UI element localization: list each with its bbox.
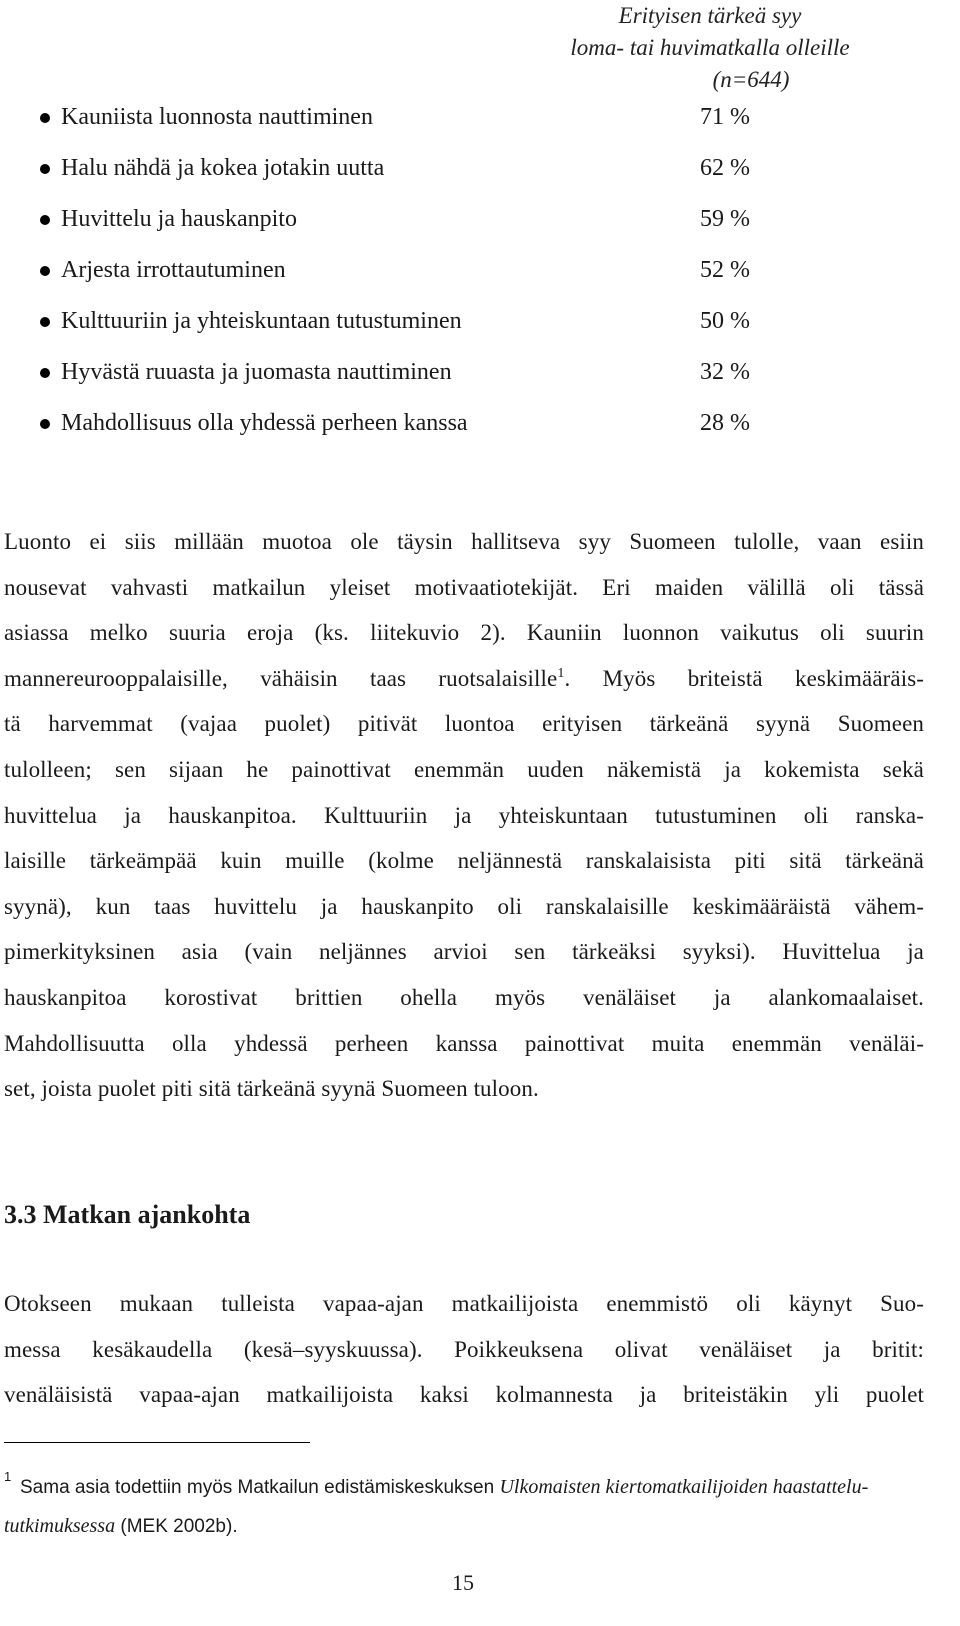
paragraph-line: pimerkityksinen asia (vain neljännes arvioi sen tärkeäksi syyksi). Huvittelua ja [4, 939, 924, 965]
reason-label: Kulttuuriin ja yhteiskuntaan tutustuminen [61, 308, 462, 334]
reason-percentage: 32 % [700, 359, 750, 385]
paragraph-line: Mahdollisuutta olla yhdessä perheen kanssa painottivat muita enemmän venäläi- [4, 1030, 924, 1056]
paragraph-line: nousevat vahvasti matkailun yleiset motivaatiotekijät. Eri maiden välillä oli tässä [4, 574, 924, 600]
paragraph-line: huvittelua ja hauskanpitoa. Kulttuuriin ja yhteiskuntaan tutustuminen oli ranska- [4, 802, 924, 828]
reason-percentage: 62 % [700, 155, 750, 181]
paragraph-line-tail: . Myös briteistä keskimääräis- [564, 665, 925, 691]
paragraph-line-with-footnote [4, 656, 924, 702]
paragraph-line: hauskanpitoa korostivat brittien ohella myös venäläiset ja alankomaalaiset. [4, 984, 924, 1010]
paragraph-line: set, joista puolet piti sitä tärkeänä syynä Suomeen tuloon. [4, 1076, 539, 1102]
footnote-reference[interactable]: 1 [557, 665, 565, 681]
list-item [0, 408, 960, 459]
table-header-line-2: loma- tai huvimatkalla olleille [570, 35, 850, 60]
paragraph-line: tulolleen; sen sijaan he painottivat enemmän uuden näkemistä ja kokemista sekä [4, 756, 924, 782]
reason-percentage: 59 % [700, 206, 750, 232]
body-paragraph-2 [4, 1281, 924, 1418]
footnote-line [4, 1507, 924, 1546]
bullet-icon [40, 419, 50, 429]
list-item [0, 255, 960, 306]
list-item [0, 102, 960, 153]
paragraph-line: asiassa melko suuria eroja (ks. liitekuvio 2). Kauniin luonnon vaikutus oli suurin [4, 620, 924, 646]
footnote [4, 1468, 924, 1546]
table-header-line-3: (n=644) [712, 67, 790, 92]
footnote-citation: (MEK 2002b). [115, 1516, 238, 1537]
bullet-icon [40, 113, 50, 123]
paragraph-line: Luonto ei siis millään muotoa ole täysin hallitseva syy Suomeen tulolle, vaan esiin [4, 529, 924, 554]
list-item [0, 153, 960, 204]
reason-label: Kauniista luonnosta nauttiminen [61, 104, 373, 130]
bullet-icon [40, 164, 50, 174]
footnote-number: 1 [4, 1469, 12, 1484]
reason-label: Arjesta irrottautuminen [61, 257, 286, 283]
list-item [0, 306, 960, 357]
list-item [0, 357, 960, 408]
paragraph-line: venäläisistä vapaa-ajan matkailijoista kaksi kolmannesta ja briteistäkin yli puolet [4, 1382, 924, 1408]
paragraph-line: messa kesäkaudella (kesä–syyskuussa). Poikkeuksena olivat venäläiset ja britit: [4, 1336, 924, 1362]
table-header-line-1: Erityisen tärkeä syy [618, 3, 802, 28]
footnote-divider [4, 1442, 310, 1443]
section-heading: 3.3 Matkan ajankohta [4, 1200, 251, 1229]
reason-percentage: 50 % [700, 308, 750, 334]
bullet-icon [40, 266, 50, 276]
reason-percentage: 52 % [700, 257, 750, 283]
paragraph-line: Otokseen mukaan tulleista vapaa-ajan matkailijoista enemmistö oli käynyt Suo- [4, 1291, 924, 1316]
page-number: 15 [452, 1570, 474, 1595]
body-paragraph-1 [4, 519, 924, 1112]
reason-label: Halu nähdä ja kokea jotakin uutta [61, 155, 385, 181]
reasons-list [0, 102, 960, 459]
list-item [0, 204, 960, 255]
paragraph-line-text: mannereurooppalaisille, vähäisin taas ruotsalaisille [4, 665, 558, 691]
bullet-icon [40, 368, 50, 378]
reason-label: Huvittelu ja hauskanpito [61, 206, 297, 232]
bullet-icon [40, 317, 50, 327]
paragraph-line: laisille tärkeämpää kuin muille (kolme neljännestä ranskalaisista piti sitä tärkeänä [4, 848, 924, 874]
footnote-line [4, 1468, 924, 1507]
paragraph-line: tä harvemmat (vajaa puolet) pitivät luontoa erityisen tärkeänä syynä Suomeen [4, 711, 924, 737]
reason-percentage: 71 % [700, 104, 750, 130]
footnote-text: Sama asia todettiin myös Matkailun edistämiskeskuksen [20, 1477, 500, 1498]
reason-label: Hyvästä ruuasta ja juomasta nauttiminen [61, 359, 452, 385]
reason-label: Mahdollisuus olla yhdessä perheen kanssa [61, 410, 468, 436]
paragraph-line: syynä), kun taas huvittelu ja hauskanpito oli ranskalaisille keskimääräistä vähem- [4, 893, 924, 919]
reason-percentage: 28 % [700, 410, 750, 436]
footnote-publication-title-end: tutkimuksessa [4, 1515, 116, 1537]
bullet-icon [40, 215, 50, 225]
footnote-publication-title: Ulkomaisten kiertomatkailijoiden haastattelu- [499, 1476, 869, 1498]
